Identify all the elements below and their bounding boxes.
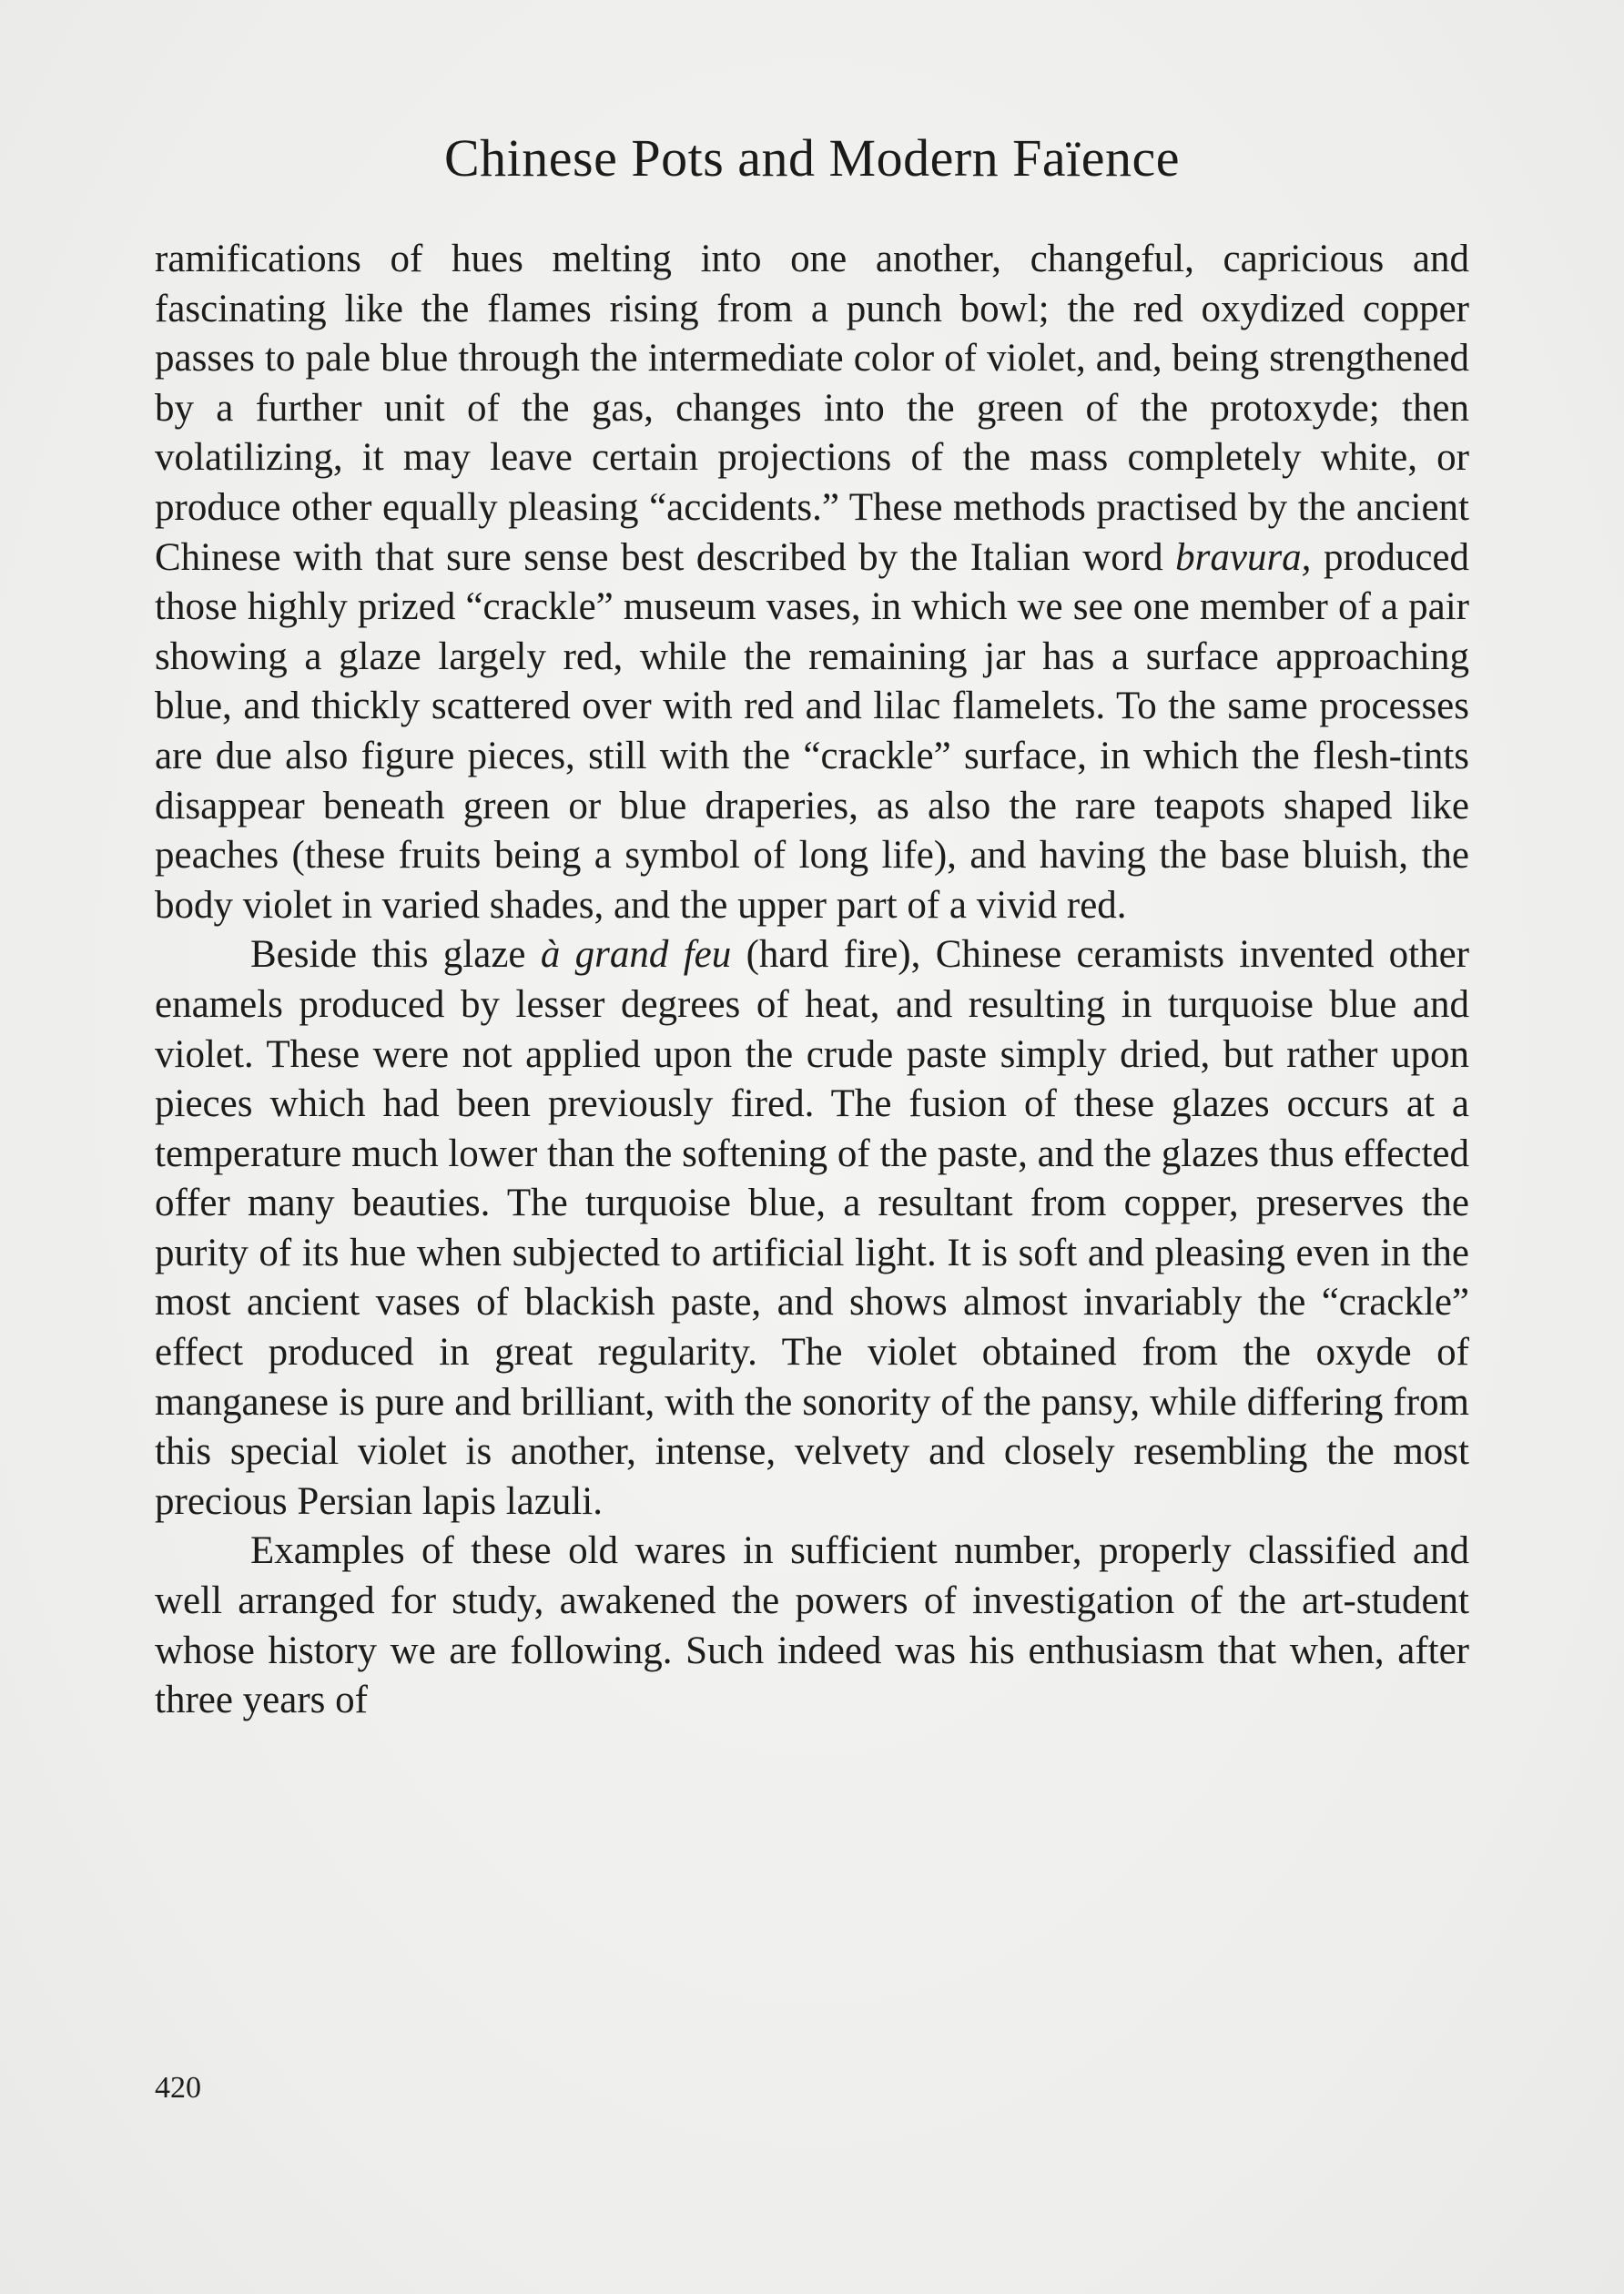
text-segment: Beside this glaze xyxy=(250,933,541,977)
body-text xyxy=(155,235,1469,1726)
paragraph-1 xyxy=(155,235,1469,930)
running-head: Chinese Pots and Modern Faïence xyxy=(443,128,1180,188)
paragraph-2 xyxy=(155,930,1469,1527)
paragraph-3 xyxy=(155,1527,1469,1725)
page-number: 420 xyxy=(155,2071,201,2105)
italic-term: à grand feu xyxy=(540,933,732,977)
italic-term: bravura, xyxy=(1175,535,1312,579)
text-segment: produced those highly prized “crackle” museum vases, in which we see one member of a pair showing a glaze largely red, while the remaining jar has a surface approaching blue, and thickly scattered over with red and lilac flamelets. To the same processes are due also figure pieces, still with the “crackle” surface, in which the flesh-tints disappear beneath green or blue draperies, as also the rare teapots shaped like peaches (these fruits being a symbol of long life), and having the base bluish, the body violet in varied shades, and the upper part of a vivid red. xyxy=(155,535,1469,927)
text-segment: ramifications of hues melting into one another, changeful, capricious and fascinating like the flames rising from a punch bowl; the red oxydized copper passes to pale blue through the intermediate color of violet, and, being strengthened by a further unit of the gas, changes into the green of the protoxyde; then volatilizing, it may leave certain projections of the mass completely white, or produce other equally pleasing “accidents.” These methods practised by the ancient Chinese with that sure sense best described by the Italian word xyxy=(155,238,1469,579)
text-segment: (hard fire), Chinese ceramists invented other enamels produced by lesser degrees of heat, and resulting in turquoise blue and violet. These were not applied upon the crude paste simply dried, but rather upon pieces which had been previously fired. The fusion of these glazes occurs at a temperature much lower than the softening of the paste, and the glazes thus effected offer many beauties. The turquoise blue, a resultant from copper, preserves the purity of its hue when subjected to artificial light. It is soft and pleasing even in the most ancient vases of blackish paste, and shows almost invariably the “crackle” effect produced in great regularity. The violet obtained from the oxyde of manganese is pure and brilliant, with the sonority of the pansy, while differing from this special violet is another, intense, velvety and closely resembling the most precious Persian lapis lazuli. xyxy=(155,933,1469,1523)
text-segment: Examples of these old wares in sufficient number, properly classified and well arranged for study, awakened the powers of investigation of the art-student whose history we are following. Such indeed was his enthusiasm that when, after three years of xyxy=(155,1529,1469,1722)
